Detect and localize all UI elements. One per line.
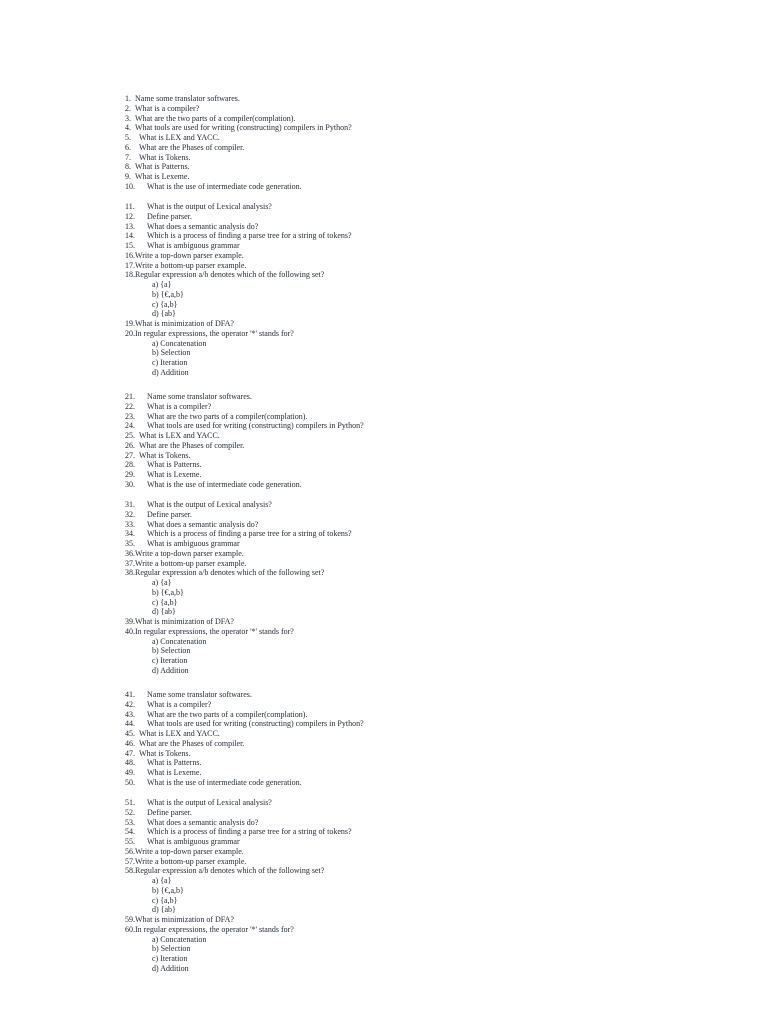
question-text: What does a semantic analysis do?	[147, 817, 259, 827]
question-text: Name some translator softwares.	[147, 690, 252, 699]
question-number: 21.	[125, 392, 135, 401]
question-text: What is Lexeme.	[147, 470, 202, 479]
question-text: Write a top-down parser example.	[135, 846, 244, 856]
question-text: What are the two parts of a compiler(complation).	[135, 113, 296, 123]
question-text: Write a bottom-up parser example.	[135, 260, 247, 270]
answer-option-text: a) Concatenation	[152, 636, 207, 646]
question-text: What is minimization of DFA?	[135, 319, 234, 329]
question-number: 60.	[125, 924, 135, 934]
question-number: 27.	[125, 450, 135, 460]
answer-option-text: c) Iteration	[152, 656, 188, 666]
question-number: 25.	[125, 431, 135, 440]
question-text: Define parser.	[147, 211, 192, 221]
question-number: 6.	[125, 142, 131, 152]
question-text: What is the use of intermediate code generation.	[147, 777, 302, 787]
answer-option-text: c) Iteration	[152, 954, 188, 964]
question-text: In regular expressions, the operator '*' stands for?	[135, 924, 294, 934]
question-number: 36.	[125, 548, 135, 558]
question-text: What tools are used for writing (constructing) compilers in Python?	[147, 719, 364, 729]
question-text: Write a top-down parser example.	[135, 548, 244, 558]
question-number: 28.	[125, 460, 135, 470]
question-text: Regular expression a/b denotes which of the following set?	[135, 568, 325, 578]
answer-option-text: c) Iteration	[152, 358, 188, 368]
question-number: 41.	[125, 690, 135, 699]
question-number: 20.	[125, 328, 135, 338]
question-text: What is LEX and YACC.	[139, 431, 220, 440]
question-text: What is the use of intermediate code generation.	[147, 479, 302, 489]
answer-option-text: b) Selection	[152, 646, 191, 656]
question-text: What is Lexeme.	[135, 172, 190, 181]
answer-option-text: a) {a}	[152, 876, 172, 886]
question-number: 14.	[125, 231, 135, 241]
question-number: 7.	[125, 152, 131, 162]
question-number: 58.	[125, 866, 135, 876]
question-text: Which is a process of finding a parse tree for a string of tokens?	[147, 529, 352, 539]
question-number: 46.	[125, 738, 135, 748]
question-number: 2.	[125, 103, 131, 113]
question-number: 32.	[125, 509, 135, 519]
question-number: 8.	[125, 162, 131, 172]
answer-option-text: d) Addition	[152, 367, 189, 377]
question-text: What is ambiguous grammar	[147, 241, 240, 251]
answer-option-text: b) Selection	[152, 348, 191, 358]
question-text: What is Tokens.	[139, 152, 191, 162]
question-text: Write a bottom-up parser example.	[135, 558, 247, 568]
question-text: What tools are used for writing (constructing) compilers in Python?	[135, 123, 352, 133]
question-text: What is minimization of DFA?	[135, 617, 234, 627]
question-number: 16.	[125, 250, 135, 260]
question-number: 15.	[125, 241, 135, 251]
question-text: What is Tokens.	[139, 748, 191, 758]
question-number: 1.	[125, 94, 131, 103]
answer-option-text: a) Concatenation	[152, 934, 207, 944]
question-text: Regular expression a/b denotes which of the following set?	[135, 270, 325, 280]
question-number: 35.	[125, 539, 135, 549]
answer-option-text: d) {ab}	[152, 905, 176, 915]
question-text: What are the Phases of compiler.	[139, 440, 245, 450]
question-number: 22.	[125, 401, 135, 411]
question-number: 5.	[125, 133, 131, 142]
question-number: 23.	[125, 411, 135, 421]
answer-option-text: b) {€,a,b}	[152, 587, 184, 597]
question-text: What is LEX and YACC.	[139, 133, 220, 142]
question-number: 44.	[125, 719, 135, 729]
question-text: Name some translator softwares.	[147, 392, 252, 401]
answer-option-text: d) Addition	[152, 963, 189, 973]
question-number: 51.	[125, 798, 135, 808]
answer-option-text: b) {€,a,b}	[152, 885, 184, 895]
question-text: Define parser.	[147, 509, 192, 519]
question-number: 43.	[125, 709, 135, 719]
question-number: 55.	[125, 837, 135, 847]
question-number: 56.	[125, 846, 135, 856]
question-number: 39.	[125, 617, 135, 627]
question-number: 49.	[125, 768, 135, 777]
question-number: 48.	[125, 758, 135, 768]
question-number: 9.	[125, 172, 131, 181]
question-text: What is Patterns.	[147, 758, 202, 768]
question-text: What are the Phases of compiler.	[139, 738, 245, 748]
question-number: 26.	[125, 440, 135, 450]
question-number: 45.	[125, 729, 135, 738]
question-text: Regular expression a/b denotes which of the following set?	[135, 866, 325, 876]
question-text: What is ambiguous grammar	[147, 539, 240, 549]
question-number: 4.	[125, 123, 131, 133]
question-number: 18.	[125, 270, 135, 280]
question-text: What is Lexeme.	[147, 768, 202, 777]
answer-option-text: c) {a,b}	[152, 299, 178, 309]
question-number: 34.	[125, 529, 135, 539]
question-text: What is the output of Lexical analysis?	[147, 202, 272, 212]
question-text: What are the Phases of compiler.	[139, 142, 245, 152]
answer-option-text: a) Concatenation	[152, 338, 207, 348]
question-text: What is a compiler?	[135, 103, 200, 113]
question-number: 38.	[125, 568, 135, 578]
question-number: 57.	[125, 856, 135, 866]
answer-option-text: b) {€,a,b}	[152, 289, 184, 299]
question-number: 50.	[125, 777, 135, 787]
question-number: 54.	[125, 827, 135, 837]
question-text: What is the use of intermediate code generation.	[147, 181, 302, 191]
question-text: What is Tokens.	[139, 450, 191, 460]
question-text: What are the two parts of a compiler(complation).	[147, 709, 308, 719]
question-text: What is Patterns.	[135, 162, 190, 172]
question-text: Name some translator softwares.	[135, 94, 240, 103]
question-text: Write a top-down parser example.	[135, 250, 244, 260]
question-number: 24.	[125, 421, 135, 431]
question-text: What is minimization of DFA?	[135, 915, 234, 925]
question-text: What is the output of Lexical analysis?	[147, 500, 272, 510]
question-number: 10.	[125, 181, 135, 191]
question-text: What is LEX and YACC.	[139, 729, 220, 738]
answer-option-text: c) {a,b}	[152, 895, 178, 905]
question-text: What tools are used for writing (constructing) compilers in Python?	[147, 421, 364, 431]
answer-option-text: a) {a}	[152, 280, 172, 290]
question-text: What is the output of Lexical analysis?	[147, 798, 272, 808]
answer-option-text: d) {ab}	[152, 309, 176, 319]
question-number: 17.	[125, 260, 135, 270]
question-number: 11.	[125, 202, 135, 212]
question-text: What is a compiler?	[147, 699, 212, 709]
question-number: 33.	[125, 519, 135, 529]
answer-option-text: c) {a,b}	[152, 597, 178, 607]
question-number: 19.	[125, 319, 135, 329]
answer-option-text: b) Selection	[152, 944, 191, 954]
question-text: What is ambiguous grammar	[147, 837, 240, 847]
answer-option-text: d) {ab}	[152, 607, 176, 617]
question-number: 31.	[125, 500, 135, 510]
question-text: Write a bottom-up parser example.	[135, 856, 247, 866]
question-text: What is Patterns.	[147, 460, 202, 470]
question-number: 40.	[125, 626, 135, 636]
question-number: 13.	[125, 221, 135, 231]
question-text: What does a semantic analysis do?	[147, 519, 259, 529]
question-number: 29.	[125, 470, 135, 479]
question-text: What does a semantic analysis do?	[147, 221, 259, 231]
question-number: 42.	[125, 699, 135, 709]
question-number: 52.	[125, 807, 135, 817]
question-number: 12.	[125, 211, 135, 221]
question-text: What are the two parts of a compiler(complation).	[147, 411, 308, 421]
question-text: In regular expressions, the operator '*' stands for?	[135, 626, 294, 636]
question-text: Which is a process of finding a parse tree for a string of tokens?	[147, 231, 352, 241]
answer-option-text: d) Addition	[152, 665, 189, 675]
question-text: What is a compiler?	[147, 401, 212, 411]
question-number: 53.	[125, 817, 135, 827]
question-number: 37.	[125, 558, 135, 568]
question-text: In regular expressions, the operator '*' stands for?	[135, 328, 294, 338]
answer-option-text: a) {a}	[152, 578, 172, 588]
question-number: 59.	[125, 915, 135, 925]
question-number: 3.	[125, 113, 131, 123]
question-number: 47.	[125, 748, 135, 758]
question-text: Which is a process of finding a parse tree for a string of tokens?	[147, 827, 352, 837]
question-number: 30.	[125, 479, 135, 489]
question-text: Define parser.	[147, 807, 192, 817]
